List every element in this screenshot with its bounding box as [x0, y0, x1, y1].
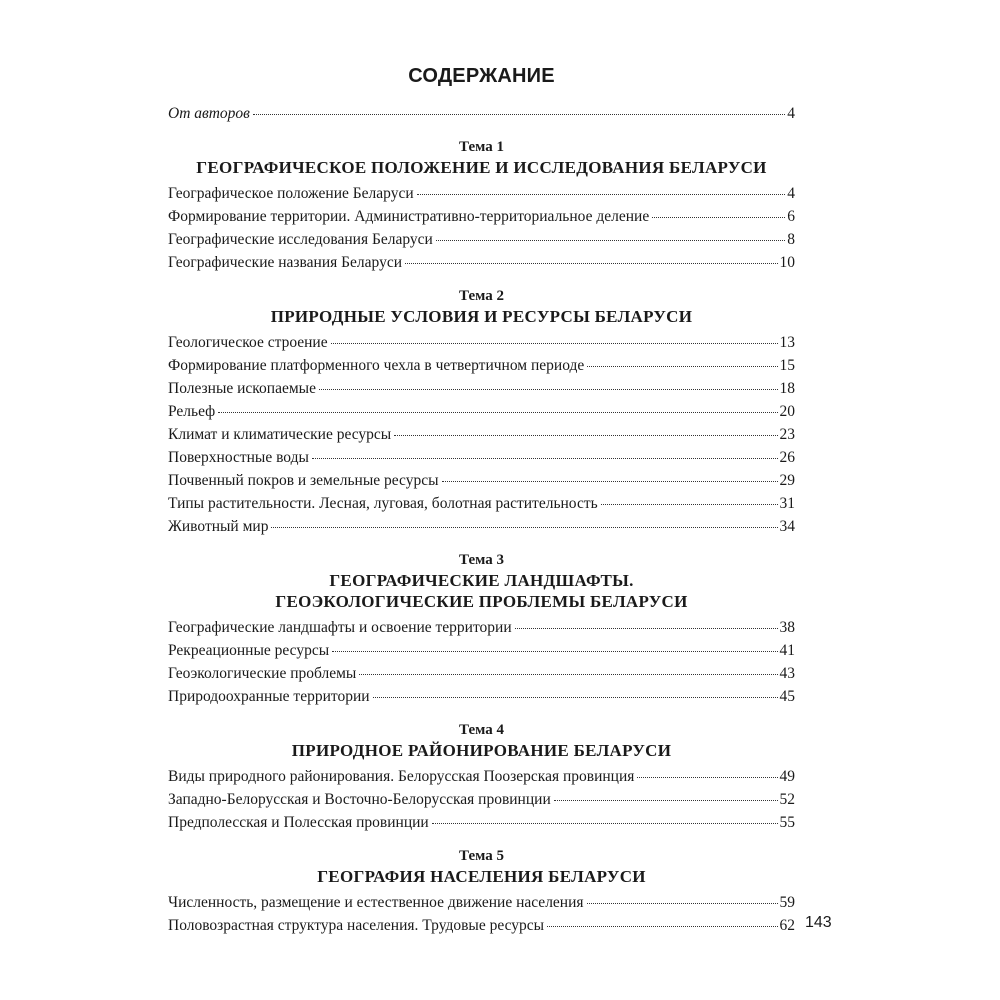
toc-entry[interactable]	[168, 639, 795, 662]
topic-number: Тема 3	[459, 552, 504, 568]
dot-leader	[652, 217, 785, 218]
dot-leader	[332, 651, 777, 652]
topic-title: ГЕОГРАФИЯ НАСЕЛЕНИЯ БЕЛАРУСИ	[317, 867, 646, 886]
toc-entry-label: Предполесская и Полесская провинции	[168, 814, 429, 831]
topic-number: Тема 1	[459, 139, 504, 155]
toc-entry-page: 29	[779, 472, 795, 489]
toc-entry[interactable]	[168, 354, 795, 377]
toc-entry-page: 59	[779, 894, 795, 911]
dot-leader	[394, 435, 777, 436]
toc-entry-page: 10	[779, 254, 795, 271]
topic-title: ГЕОГРАФИЧЕСКОЕ ПОЛОЖЕНИЕ И ИССЛЕДОВАНИЯ БЕЛАРУСИ	[196, 158, 767, 177]
toc-entry[interactable]	[168, 765, 795, 788]
toc-entry[interactable]	[168, 251, 795, 274]
toc-entry-page: 15	[779, 357, 795, 374]
toc-entry-label: Климат и климатические ресурсы	[168, 426, 392, 443]
toc-entry-page: 23	[779, 426, 795, 443]
toc-entry-page: 13	[779, 334, 795, 351]
toc-entry-page: 52	[779, 791, 795, 808]
toc-entry-page: 55	[779, 814, 795, 831]
toc-entry[interactable]	[168, 891, 795, 914]
toc-entry-label: Природоохранные территории	[168, 688, 370, 705]
dot-leader	[218, 412, 777, 413]
toc-entry[interactable]	[168, 616, 795, 639]
dot-leader	[515, 628, 778, 629]
toc-entry-label: Половозрастная структура населения. Трудовые ресурсы	[168, 917, 545, 934]
toc-entry-label: Западно-Белорусская и Восточно-Белорусская провинции	[168, 791, 551, 808]
toc-entry[interactable]	[168, 182, 795, 205]
toc-entry-label: От авторов	[168, 105, 250, 122]
toc-entry-label: Географические названия Беларуси	[168, 254, 403, 271]
dot-leader	[359, 674, 777, 675]
toc-entry-page: 43	[779, 665, 795, 682]
toc-entry[interactable]	[168, 914, 795, 937]
toc-entry[interactable]	[168, 228, 795, 251]
toc-entry-page: 41	[779, 642, 795, 659]
toc-entry-page: 20	[779, 403, 795, 420]
toc-entry-page: 31	[779, 495, 795, 512]
toc-entry[interactable]	[168, 446, 795, 469]
toc-entry-label: Поверхностные воды	[168, 449, 309, 466]
dot-leader	[417, 194, 786, 195]
topic-section	[168, 286, 795, 538]
dot-leader	[554, 800, 778, 801]
dot-leader	[587, 366, 777, 367]
dot-leader	[442, 481, 778, 482]
toc-entry-label: Животный мир	[168, 518, 269, 535]
topic-number: Тема 4	[459, 722, 504, 738]
toc-entry[interactable]	[168, 788, 795, 811]
dot-leader	[587, 903, 778, 904]
toc-entry[interactable]	[168, 331, 795, 354]
dot-leader	[432, 823, 778, 824]
topic-title: ПРИРОДНЫЕ УСЛОВИЯ И РЕСУРСЫ БЕЛАРУСИ	[270, 307, 693, 326]
toc-entry-label: Численность, размещение и естественное движение населения	[168, 894, 584, 911]
dot-leader	[436, 240, 785, 241]
toc-entry[interactable]	[168, 205, 795, 228]
toc-entry[interactable]	[168, 811, 795, 834]
toc-entry-label: Формирование платформенного чехла в четвертичном периоде	[168, 357, 585, 374]
table-of-contents	[168, 58, 795, 937]
dot-leader	[271, 527, 777, 528]
toc-entry-page: 4	[787, 105, 795, 122]
toc-entry-label: Виды природного районирования. Белорусская Поозерская провинция	[168, 768, 635, 785]
toc-entry-page: 4	[787, 185, 795, 202]
toc-entry-label: Географические исследования Беларуси	[168, 231, 433, 248]
toc-entry-label: Рекреационные ресурсы	[168, 642, 330, 659]
toc-entry-page: 62	[779, 917, 795, 934]
topic-title: ГЕОГРАФИЧЕСКИЕ ЛАНДШАФТЫ.	[329, 571, 634, 590]
topics-list	[168, 137, 795, 937]
toc-entry-page: 38	[779, 619, 795, 636]
toc-entry-label: Геоэкологические проблемы	[168, 665, 357, 682]
dot-leader	[253, 114, 785, 115]
dot-leader	[331, 343, 778, 344]
toc-entry-label: Географические ландшафты и освоение территории	[168, 619, 512, 636]
page-title: СОДЕРЖАНИЕ	[408, 65, 555, 87]
topic-number: Тема 5	[459, 848, 504, 864]
toc-entry-label: Полезные ископаемые	[168, 380, 316, 397]
topic-title: ГЕОЭКОЛОГИЧЕСКИЕ ПРОБЛЕМЫ БЕЛАРУСИ	[275, 592, 688, 611]
toc-entry[interactable]	[168, 662, 795, 685]
toc-entry[interactable]	[168, 377, 795, 400]
toc-entry[interactable]	[168, 469, 795, 492]
toc-entry-label: Географическое положение Беларуси	[168, 185, 414, 202]
dot-leader	[405, 263, 777, 264]
dot-leader	[373, 697, 778, 698]
dot-leader	[601, 504, 778, 505]
toc-entry-label: Геологическое строение	[168, 334, 328, 351]
dot-leader	[312, 458, 778, 459]
toc-entry-page: 26	[779, 449, 795, 466]
toc-entry[interactable]	[168, 423, 795, 446]
topic-section	[168, 137, 795, 274]
toc-entry-page: 49	[779, 768, 795, 785]
dot-leader	[547, 926, 777, 927]
toc-entry-page: 6	[787, 208, 795, 225]
toc-entry[interactable]	[168, 492, 795, 515]
topic-section	[168, 846, 795, 937]
topic-section	[168, 550, 795, 708]
toc-entry[interactable]	[168, 400, 795, 423]
toc-entry-label: Типы растительности. Лесная, луговая, болотная растительность	[168, 495, 598, 512]
dot-leader	[637, 777, 777, 778]
toc-entry-intro[interactable]	[168, 102, 795, 125]
toc-entry[interactable]	[168, 515, 795, 538]
page-number: 143	[805, 914, 832, 931]
toc-entry-label: Формирование территории. Административно-территориальное деление	[168, 208, 650, 225]
toc-entry-page: 34	[779, 518, 795, 535]
toc-entry-label: Почвенный покров и земельные ресурсы	[168, 472, 439, 489]
toc-entry-label: Рельеф	[168, 403, 216, 420]
toc-entry-page: 8	[787, 231, 795, 248]
topic-section	[168, 720, 795, 834]
dot-leader	[319, 389, 778, 390]
toc-entry-page: 18	[779, 380, 795, 397]
toc-entry-page: 45	[779, 688, 795, 705]
topic-number: Тема 2	[459, 288, 504, 304]
topic-title: ПРИРОДНОЕ РАЙОНИРОВАНИЕ БЕЛАРУСИ	[291, 741, 672, 760]
toc-entry[interactable]	[168, 685, 795, 708]
